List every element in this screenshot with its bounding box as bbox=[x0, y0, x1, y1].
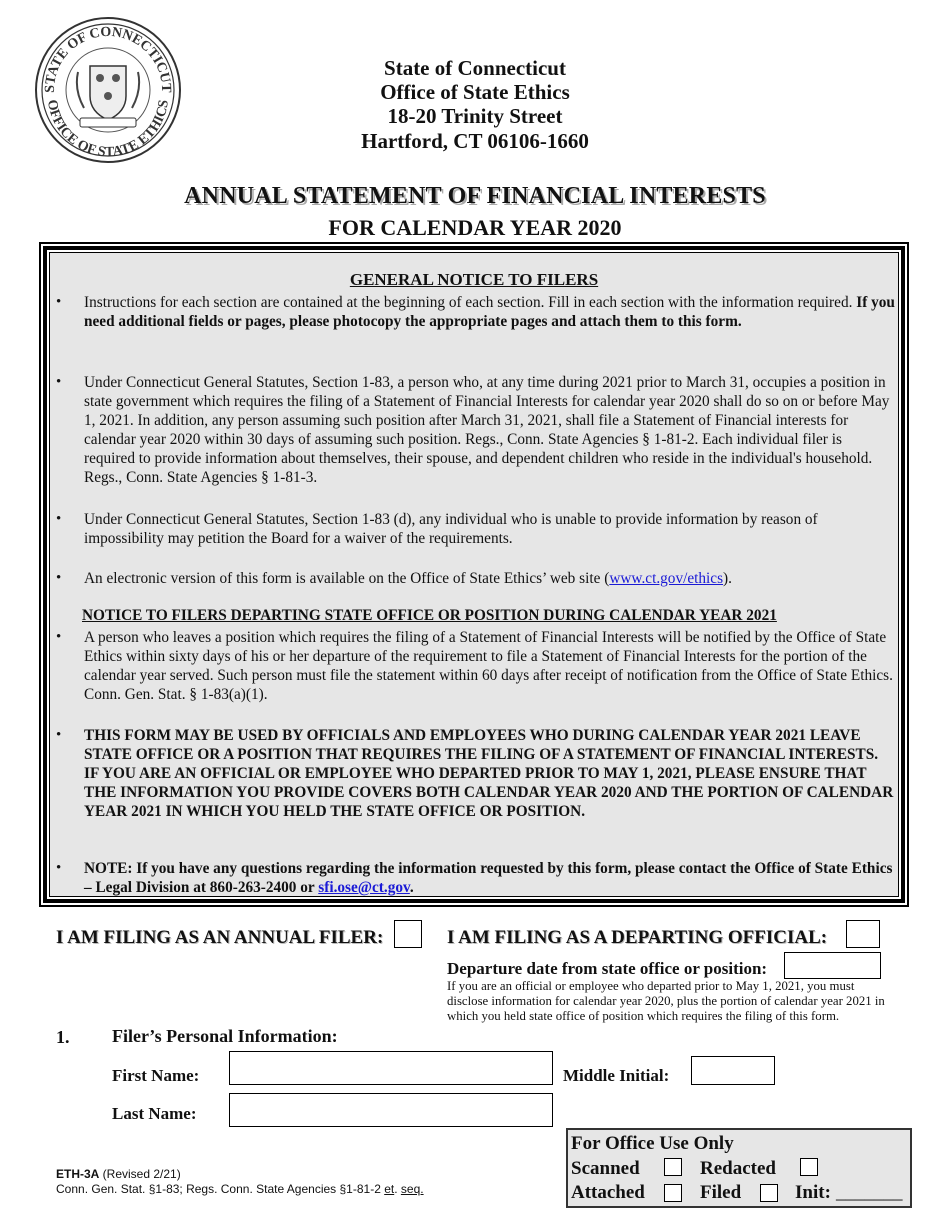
ethics-website-link[interactable]: www.ct.gov/ethics bbox=[609, 570, 724, 587]
form-revision: (Revised 2/21) bbox=[99, 1167, 181, 1181]
citation-dot: . bbox=[394, 1182, 401, 1196]
notice-item-5: A person who leaves a position which requires the filing of a Statement of Financial Interests will be notified by the Office of State Ethics within sixty days of his or her departure of the requirement to file a Statement of Financial Interests for the portion of the calendar year served. Such person must file the statement within 60 days after receipt of notification from the Office of State Ethics. Conn. Gen. Stat. § 1-83(a)(1). bbox=[84, 629, 893, 703]
notice-item-4 bbox=[84, 569, 896, 588]
notice-item-7-end: . bbox=[409, 879, 414, 896]
filed-label: Filed bbox=[700, 1182, 742, 1203]
notice-item-1 bbox=[84, 293, 896, 331]
first-name-label: First Name: bbox=[112, 1066, 200, 1085]
departure-date-label: Departure date from state office or position: bbox=[447, 959, 768, 978]
seal-bottom-text: OFFICE OF STATE ETHICS bbox=[43, 98, 172, 161]
bullet-icon: • bbox=[56, 570, 62, 586]
notice-item-7 bbox=[84, 859, 896, 897]
sfi-email-link[interactable]: sfi.ose@ct.gov bbox=[318, 879, 410, 896]
departure-date-input[interactable] bbox=[784, 952, 881, 979]
middle-initial-label: Middle Initial: bbox=[563, 1066, 670, 1085]
section-number: 1. bbox=[56, 1027, 70, 1047]
form-citation bbox=[56, 1182, 424, 1196]
bullet-icon: • bbox=[56, 727, 62, 743]
init-label: Init: bbox=[795, 1182, 831, 1203]
annual-filer-checkbox[interactable] bbox=[394, 920, 422, 948]
attached-checkbox[interactable] bbox=[664, 1184, 682, 1202]
bullet-icon: • bbox=[56, 294, 62, 310]
scanned-label: Scanned bbox=[571, 1158, 640, 1179]
form-id-code: ETH-3A bbox=[56, 1167, 100, 1181]
notice-item-4-text: An electronic version of this form is available on the Office of State Ethics’ web site ( bbox=[84, 570, 610, 587]
form-id bbox=[56, 1167, 181, 1181]
redacted-checkbox[interactable] bbox=[800, 1158, 818, 1176]
bullet-icon: • bbox=[56, 374, 62, 390]
citation-seq: seq. bbox=[400, 1182, 424, 1196]
attached-label: Attached bbox=[571, 1182, 645, 1203]
filed-checkbox[interactable] bbox=[760, 1184, 778, 1202]
bullet-icon: • bbox=[56, 511, 62, 527]
section-title: Filer’s Personal Information: bbox=[112, 1026, 338, 1046]
init-line[interactable]: _______ bbox=[836, 1182, 903, 1203]
header-state: State of Connecticut bbox=[384, 56, 566, 80]
header-street: 18-20 Trinity Street bbox=[387, 104, 563, 128]
bullet-icon: • bbox=[56, 629, 62, 645]
middle-initial-input[interactable] bbox=[691, 1056, 775, 1085]
general-notice-heading: GENERAL NOTICE TO FILERS bbox=[349, 270, 599, 289]
notice-item-2: Under Connecticut General Statutes, Section 1-83, a person who, at any time during 2021 prior to March 31, occupies a position in state government which requires the filing of a Statement of Financial Interests for calendar year 2020 shall do so on or before May 1, 2021. In addition, any person assuming such position after March 31, 2021, shall file a Statement of Financial interests for calendar year 2020 within 30 days of assuming such position. Regs., Conn. State Agencies § 1-81-2. Each individual filer is required to provide information about themselves, their spouse, and dependent children who reside in the individual's household. Regs., Conn. State Agencies § 1-81-3. bbox=[84, 374, 890, 486]
bullet-icon: • bbox=[56, 860, 62, 876]
notice-item-1-text: Instructions for each section are contained at the beginning of each section. Fill in each section with the information required. bbox=[84, 294, 857, 311]
office-use-title: For Office Use Only bbox=[571, 1133, 734, 1154]
seal-top-text: STATE OF CONNECTICUT bbox=[42, 24, 174, 93]
notice-item-1-bold: If you need additional fields or pages, please photocopy the appropriate pages and attach them to this form. bbox=[84, 294, 895, 330]
redacted-label: Redacted bbox=[700, 1158, 776, 1179]
form-title: ANNUAL STATEMENT OF FINANCIAL INTERESTS bbox=[184, 183, 766, 209]
notice-item-4-end: ). bbox=[723, 570, 732, 587]
citation-text: Conn. Gen. Stat. §1-83; Regs. Conn. State Agencies §1-81-2 bbox=[56, 1182, 385, 1196]
header-office: Office of State Ethics bbox=[380, 80, 570, 104]
notice-item-6: THIS FORM MAY BE USED BY OFFICIALS AND EMPLOYEES WHO DURING CALENDAR YEAR 2021 LEAVE STATE OFFICE OR A POSITION THAT REQUIRES THE FILING OF A STATEMENT OF FINANCIAL INTERESTS. IF YOU ARE AN OFFICIAL OR EMPLOYEE WHO DEPARTED PRIOR TO MAY 1, 2021, PLEASE ENSURE THAT THE INFORMATION YOU PROVIDE COVERS BOTH CALENDAR YEAR 2020 AND THE PORTION OF CALENDAR YEAR 2021 IN WHICH YOU HELD THE STATE OFFICE OR POSITION. bbox=[84, 727, 894, 820]
notice-item-3: Under Connecticut General Statutes, Section 1-83 (d), any individual who is unable to provide information by reason of impossibility may petition the Board for a waiver of the requirements. bbox=[84, 511, 818, 547]
departing-official-label: I AM FILING AS A DEPARTING OFFICIAL: bbox=[447, 927, 828, 948]
first-name-input[interactable] bbox=[229, 1051, 553, 1085]
departing-notice-heading: NOTICE TO FILERS DEPARTING STATE OFFICE OR POSITION DURING CALENDAR YEAR 2021 bbox=[82, 607, 777, 624]
scanned-checkbox[interactable] bbox=[664, 1158, 682, 1176]
notice-item-7-text: NOTE: If you have any questions regarding the information requested by this form, please contact the Office of State Ethics – Legal Division at 860-263-2400 or bbox=[84, 860, 893, 896]
last-name-input[interactable] bbox=[229, 1093, 553, 1127]
form-subtitle: FOR CALENDAR YEAR 2020 bbox=[328, 215, 622, 240]
last-name-label: Last Name: bbox=[112, 1104, 197, 1123]
header-city: Hartford, CT 06106-1660 bbox=[361, 129, 589, 153]
departure-note: If you are an official or employee who departed prior to May 1, 2021, you must disclose information for calendar year 2020, plus the portion of calendar year 2021 in which you held state office of position which requires the filing of this form. bbox=[447, 979, 885, 1023]
annual-filer-label: I AM FILING AS AN ANNUAL FILER: bbox=[56, 927, 384, 948]
departing-official-checkbox[interactable] bbox=[846, 920, 880, 948]
state-ethics-seal bbox=[34, 16, 182, 164]
citation-et: et bbox=[384, 1182, 395, 1196]
